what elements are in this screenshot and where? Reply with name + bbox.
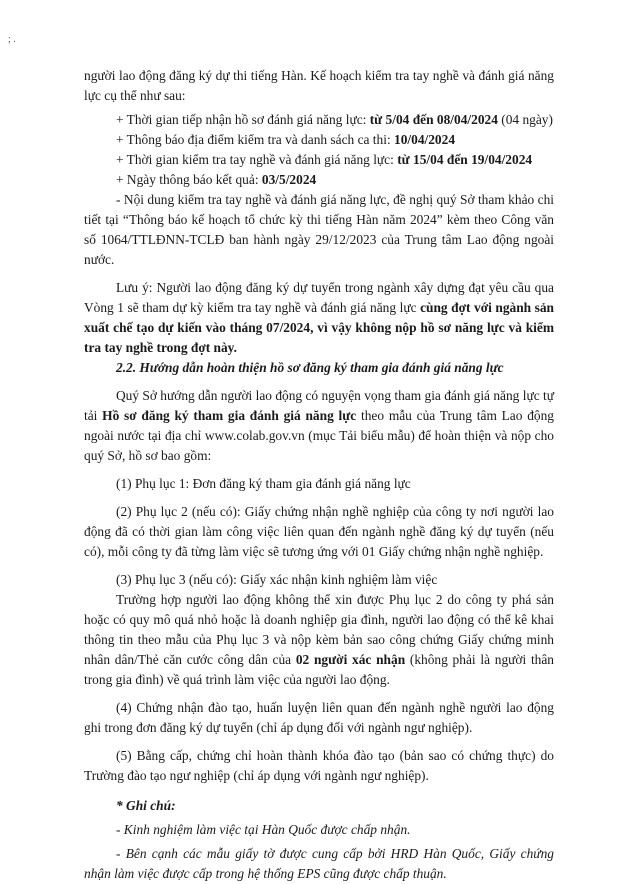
schedule-item-result [84,170,554,190]
list-item-5: (5) Bằng cấp, chứng chỉ hoàn thành khóa đào tạo (bản sao có chứng thực) do Trường đào tạo ngư nghiệp (chỉ áp dụng với ngành ngư nghiệp). [84,748,554,783]
schedule-label: + Thời gian kiểm tra tay nghề và đánh giá năng lực: [116,152,398,167]
guide-emphasis: Hồ sơ đăng ký tham gia đánh giá năng lực [102,408,357,423]
notes-block [84,796,554,884]
guide-paragraph [84,386,554,466]
note-text: Lưu ý: Người lao động đăng ký dự tuyển trong ngành xây dựng đạt yêu cầu qua Vòng 1 sẽ tham dự kỳ kiểm tra tay nghề và đánh giá năng lực [84,280,554,315]
notes-title: * Ghi chú: [116,798,176,813]
explanation-emphasis: 02 người xác nhận [295,652,406,667]
schedule-item-announce [84,130,554,150]
explanation-text: Trường hợp người lao động không thể xin được Phụ lục 2 do công ty phá sản hoặc có quy mô quá nhỏ hoặc là doanh nghiệp gia đình, người lao động có thể kê khai thông tin theo mẫu của Phụ lục 3 và nộp kèm bản sao công chứng Giấy chứng minh nhân dân/Thẻ căn cước công dân của [84,592,554,667]
schedule-item-receive [84,110,554,130]
schedule-date: từ 5/04 đến 08/04/2024 [369,112,498,127]
schedule-date: 03/5/2024 [261,172,317,187]
list-item-2: (2) Phụ lục 2 (nếu có): Giấy chứng nhận nghề nghiệp của công ty nơi người lao động đã có thời gian làm công việc liên quan đến ngành nghề đăng ký dự tuyển (nếu có), mỗi công ty đã từng làm việc sẽ tương ứng với 01 Giấy chứng nhận nghề nghiệp. [84,504,554,559]
list-item-1: (1) Phụ lục 1: Đơn đăng ký tham gia đánh giá năng lực [116,476,411,491]
schedule-label: + Thông báo địa điểm kiểm tra và danh sách ca thi: [116,132,395,147]
intro-paragraph: người lao động đăng ký dự thi tiếng Hàn. Kế hoạch kiểm tra tay nghề và đánh giá năng lực cụ thể như sau: [84,68,554,103]
guide-text: Quý Sở hướng dẫn người lao động có nguyện vọng tham gia đánh giá năng lực tự tải [84,388,554,423]
schedule-label: + Thời gian tiếp nhận hồ sơ đánh giá năng lực: [116,112,370,127]
note-item-1: - Kinh nghiệm làm việc tại Hàn Quốc được chấp nhận. [116,822,411,837]
list-item-3: (3) Phụ lục 3 (nếu có): Giấy xác nhận kinh nghiệm làm việc [116,572,438,587]
content-reference-paragraph: - Nội dung kiểm tra tay nghề và đánh giá năng lực, đề nghị quý Sở tham khảo chi tiết tại “Thông báo kế hoạch tổ chức kỳ thi tiếng Hàn năm 2024” kèm theo Công văn số 1064/TTLĐNN-TCLĐ ban hành ngày 29/12/2023 của Trung tâm Lao động ngoài nước. [84,192,554,267]
schedule-item-test [84,150,554,170]
guide-text-end: theo mẫu của Trung tâm Lao động ngoài nước tại địa chỉ www.colab.gov.vn (mục Tải biểu mẫu) để hoàn thiện và nộp cho quý Sở, hồ sơ bao gồm: [84,408,554,463]
note-item-2: - Bên cạnh các mẫu giấy tờ được cung cấp bởi HRD Hàn Quốc, Giấy chứng nhận làm việc được cấp trong hệ thống EPS cũng được chấp thuận. [84,846,554,881]
note-emphasis: cùng đợt với ngành sản xuất chế tạo dự kiến vào tháng 07/2024, vì vậy không nộp hồ sơ năng lực và kiểm tra tay nghề trong đợt này. [84,300,555,355]
section-heading: 2.2. Hướng dẫn hoàn thiện hồ sơ đăng ký tham gia đánh giá năng lực [116,360,504,375]
schedule-date: 10/04/2024 [394,132,456,147]
margin-mark: ; . [8,34,16,45]
document-body [84,66,554,884]
schedule-date: từ 15/04 đến 19/04/2024 [397,152,533,167]
appendix3-explanation [84,590,554,690]
schedule-note: (04 ngày) [497,112,553,127]
schedule-label: + Ngày thông báo kết quả: [116,172,262,187]
note-paragraph [84,278,554,358]
list-item-4: (4) Chứng nhận đào tạo, huấn luyện liên quan đến ngành nghề người lao động ghi trong đơn đăng ký dự tuyển (chỉ áp dụng đối với ngành ngư nghiệp). [84,700,554,735]
explanation-text-end: (không phải là người thân trong gia đình) về quá trình làm việc của người lao động. [84,652,554,687]
